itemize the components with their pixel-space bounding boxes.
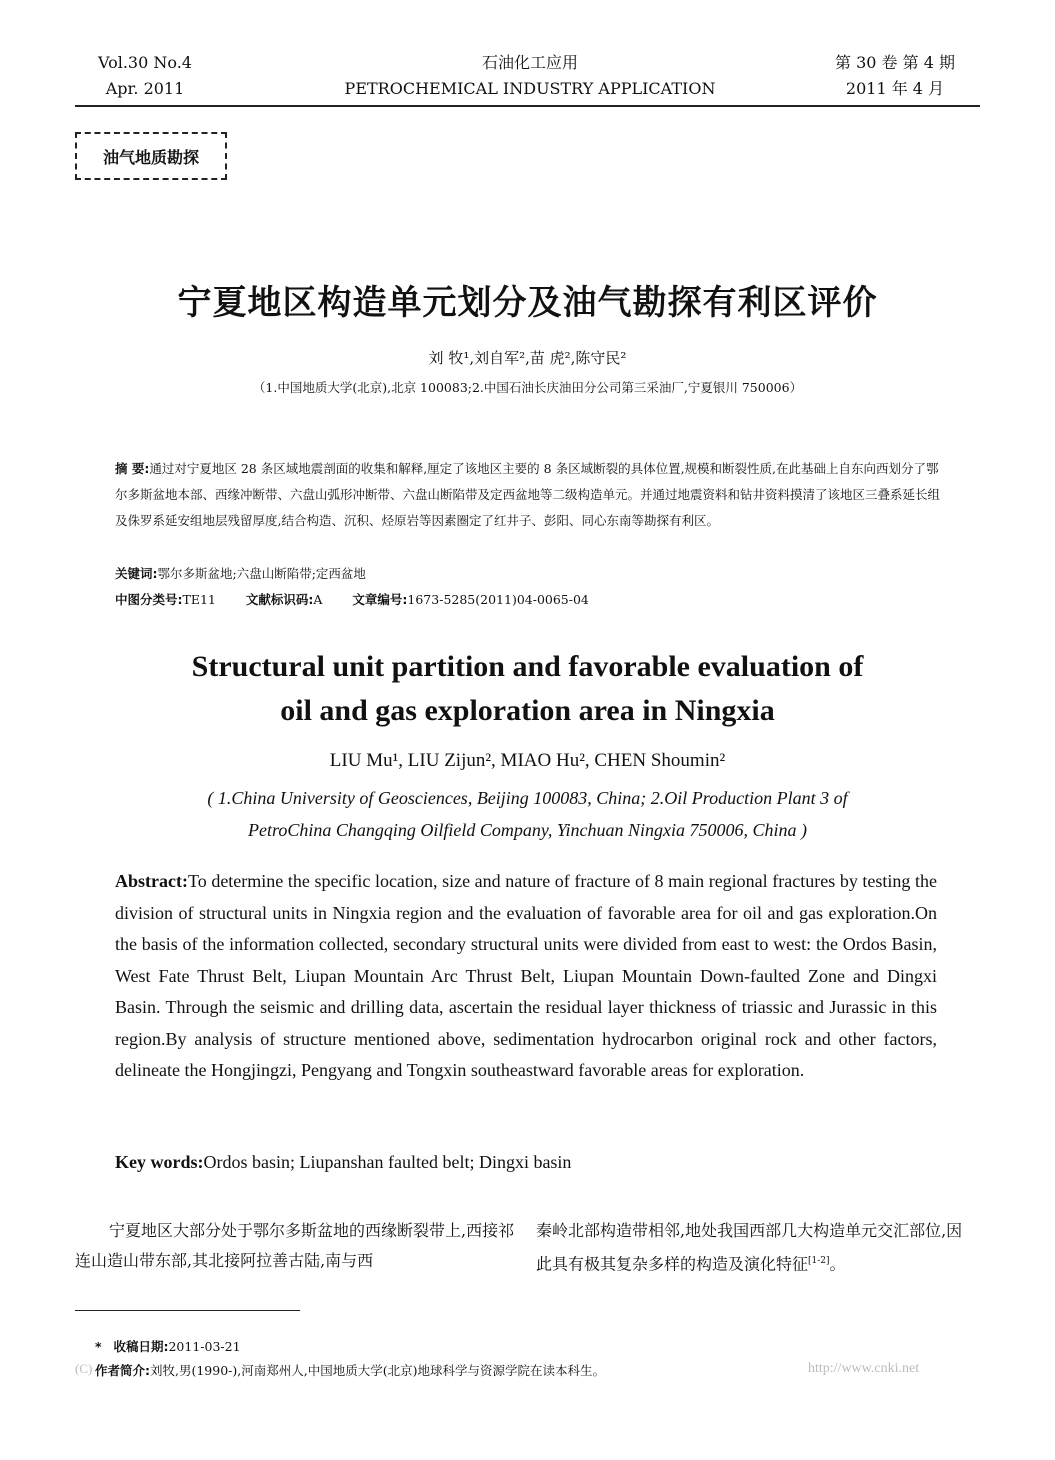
volume-issue-en: Vol.30 No.4 bbox=[98, 53, 192, 72]
authors-cn: 刘 牧¹,刘自军²,苗 虎²,陈守民² bbox=[428, 349, 627, 367]
keywords-en-label: Key words: bbox=[115, 1152, 204, 1172]
body-right-text: 秦岭北部构造带相邻,地处我国西部几大构造单元交汇部位,因此具有极其复杂多样的构造及演化特征 bbox=[536, 1221, 963, 1274]
abstract-cn bbox=[115, 456, 940, 534]
keywords-en bbox=[115, 1152, 937, 1173]
keywords-cn-text: 鄂尔多斯盆地;六盘山断陷带;定西盆地 bbox=[157, 566, 366, 581]
watermark-left: (C) bbox=[75, 1361, 93, 1376]
affiliation-en bbox=[75, 782, 980, 846]
clc-label: 中图分类号: bbox=[115, 592, 183, 607]
doc-code-label: 文献标识码: bbox=[245, 592, 314, 607]
section-tag: 油气地质勘探 bbox=[75, 132, 227, 180]
article-number-value: 1673-5285(2011)04-0065-04 bbox=[407, 592, 589, 607]
body-right-end: 。 bbox=[829, 1254, 846, 1274]
authors-en: LIU Mu¹, LIU Zijun², MIAO Hu², CHEN Shoumin² bbox=[329, 750, 726, 771]
journal-name-en: PETROCHEMICAL INDUSTRY APPLICATION bbox=[344, 79, 716, 98]
keywords-cn-label: 关键词: bbox=[115, 566, 158, 581]
header-rule bbox=[75, 105, 980, 107]
keywords-cn bbox=[115, 562, 940, 586]
body-text-right-column bbox=[536, 1216, 976, 1279]
paper-title-cn: 宁夏地区构造单元划分及油气勘探有利区评价 bbox=[177, 283, 878, 323]
journal-volume-issue-cn bbox=[810, 50, 980, 102]
citation-ref[interactable]: [1-2] bbox=[808, 1256, 830, 1266]
footnote-rule bbox=[75, 1310, 300, 1311]
keywords-en-text: Ordos basin; Liupanshan faulted belt; Dingxi basin bbox=[203, 1152, 572, 1172]
bio-label: 作者简介: bbox=[95, 1363, 150, 1378]
clc-value: TE11 bbox=[182, 592, 216, 607]
received-label: 收稿日期: bbox=[113, 1339, 169, 1354]
journal-name-cn: 石油化工应用 bbox=[481, 53, 578, 72]
classification-line bbox=[115, 588, 940, 612]
watermark-url[interactable]: http://www.cnki.net bbox=[808, 1361, 920, 1376]
paper-title-en-line1: Structural unit partition and favorable evaluation of bbox=[191, 650, 864, 683]
abstract-cn-label: 摘 要: bbox=[115, 461, 150, 476]
abstract-en bbox=[115, 866, 937, 1087]
bio-text: 刘牧,男(1990-),河南郑州人,中国地质大学(北京)地球科学与资源学院在读本科生。 bbox=[150, 1363, 605, 1378]
body-text-left-column: 宁夏地区大部分处于鄂尔多斯盆地的西缘断裂带上,西接祁连山造山带东部,其北接阿拉善古陆,南与西 bbox=[75, 1221, 515, 1270]
affiliation-en-line2: PetroChina Changqing Oilfield Company, Yinchuan Ningxia 750006, China ) bbox=[248, 820, 807, 840]
footnote-author-bio bbox=[95, 1361, 605, 1379]
paper-title-en bbox=[75, 645, 980, 733]
affiliation-en-line1: ( 1.China University of Geosciences, Beijing 100083, China; 2.Oil Production Plant 3 of bbox=[207, 788, 848, 808]
article-number-label: 文章编号: bbox=[352, 592, 408, 607]
affiliation-cn: （1.中国地质大学(北京),北京 100083;2.中国石油长庆油田分公司第三采油厂,宁夏银川 750006） bbox=[252, 380, 803, 395]
footnote-received bbox=[95, 1337, 241, 1355]
doc-code-value: A bbox=[313, 592, 323, 607]
date-en: Apr. 2011 bbox=[105, 79, 185, 98]
journal-name bbox=[300, 50, 760, 102]
paper-title-en-line2: oil and gas exploration area in Ningxia bbox=[280, 694, 775, 727]
volume-issue-cn: 第 30 卷 第 4 期 bbox=[835, 53, 955, 72]
abstract-en-text: To determine the specific location, size and nature of fracture of 8 main regional fractures by testing the division of structural units in Ningxia region and the evaluation of favorable area for oil and gas exploration.On the basis of the information collected, secondary structural units were divided from east to west: the Ordos Basin, West Fate Thrust Belt, Liupan Mountain Arc Thrust Belt, Liupan Mountain Down-faulted Zone and Dingxi Basin. Through the seismic and drilling data, ascertain the residual layer thickness of triassic and Jurassic in this region.By analysis of structure mentioned above, sedimentation hydrocarbon original rock and other factors, delineate the Hongjingzi, Pengyang and Tongxin southeastward favorable areas for exploration. bbox=[115, 871, 937, 1080]
received-date: 2011-03-21 bbox=[168, 1339, 241, 1354]
footnote-marker: * bbox=[95, 1339, 102, 1354]
abstract-en-label: Abstract: bbox=[115, 871, 188, 891]
abstract-cn-text: 通过对宁夏地区 28 条区域地震剖面的收集和解释,厘定了该地区主要的 8 条区域断裂的具体位置,规模和断裂性质,在此基础上自东向西划分了鄂尔多斯盆地本部、西缘冲断带、六盘山弧形冲断带、六盘山断陷带及定西盆地等二级构造单元。并通过地震资料和钻井资料摸清了该地区三叠系延长组及侏罗系延安组地层残留厚度,结合构造、沉积、烃原岩等因素圈定了红井子、彭阳、同心东南等勘探有利区。 bbox=[115, 461, 941, 528]
journal-volume-issue bbox=[98, 50, 192, 102]
date-cn: 2011 年 4 月 bbox=[845, 79, 945, 98]
